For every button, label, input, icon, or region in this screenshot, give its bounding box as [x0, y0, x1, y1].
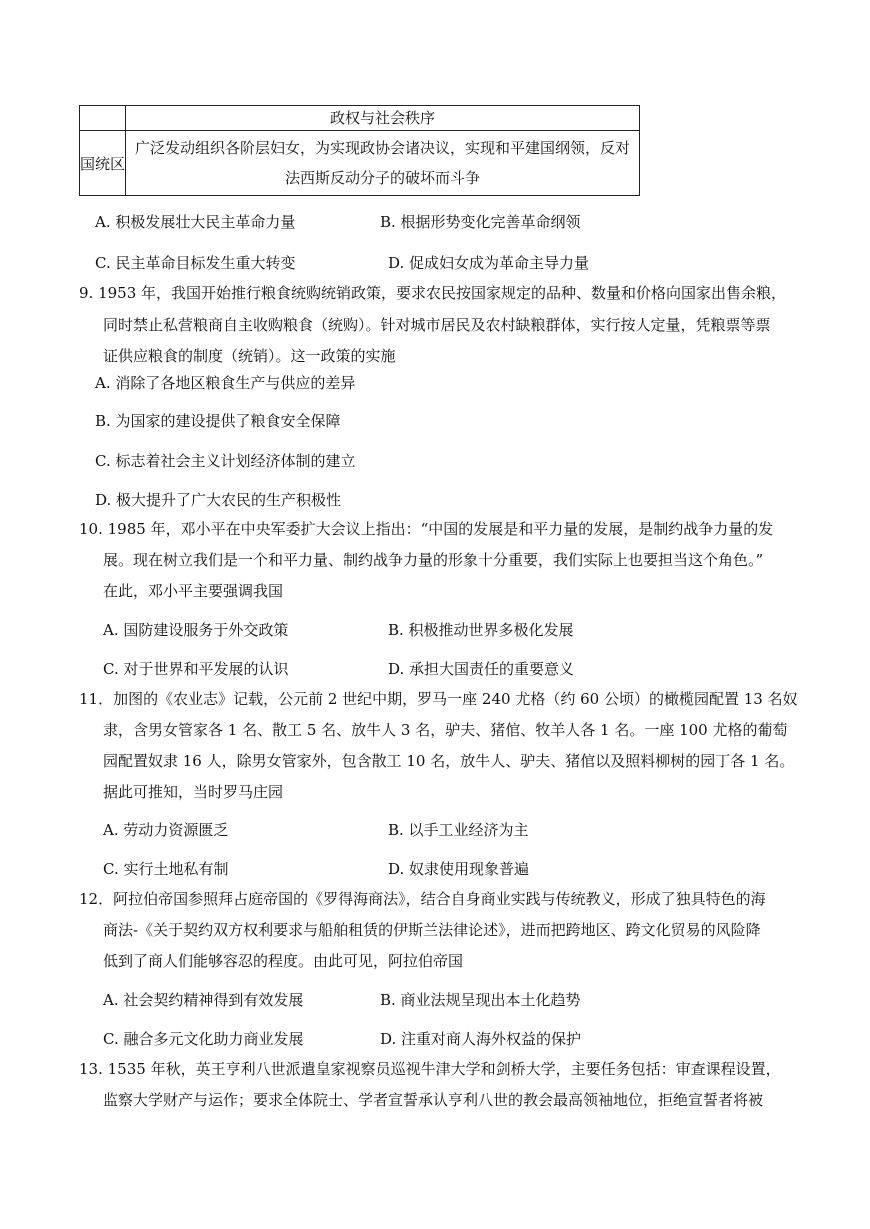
- q13-stem-line: 13. 1535 年秋，英王亨利八世派遣皇家视察员巡视牛津大学和剑桥大学，主要任务包括：审查课程设置，: [79, 1060, 781, 1078]
- q11-stem-line: 园配置奴隶 16 人，除男女管家外，包含散工 10 名，放牛人、驴夫、猪倌以及照料柳树的园丁各 1 名。: [103, 752, 795, 770]
- table-row-line: 广泛发动组织各阶层妇女，为实现政协会诸决议，实现和平建国纲领，反对: [134, 139, 630, 157]
- q9-option-b: B. 为国家的建设提供了粮食安全保障: [95, 412, 341, 430]
- q10-option-b: B. 积极推动世界多极化发展: [388, 621, 574, 639]
- q10-stem-line: 10. 1985 年，邓小平在中央军委扩大会议上指出：“中国的发展是和平力量的发展，是制约战争力量的发: [79, 520, 774, 538]
- table-corner-cell: [80, 106, 126, 131]
- q11-option-c: C. 实行土地私有制: [103, 860, 229, 878]
- q11-option-a: A. 劳动力资源匮乏: [103, 821, 229, 839]
- table-row-content: [126, 131, 640, 196]
- q11-option-d: D. 奴隶使用现象普遍: [388, 860, 530, 878]
- q12-option-d: D. 注重对商人海外权益的保护: [380, 1030, 582, 1048]
- q10-stem-line: 在此，邓小平主要强调我国: [103, 582, 284, 600]
- q9-option-a: A. 消除了各地区粮食生产与供应的差异: [95, 374, 356, 392]
- q12-stem-line: 商法-《关于契约双方权利要求与船舶租赁的伊斯兰法律论述》，进而把跨地区、跨文化贸易的风险降: [103, 921, 761, 939]
- q9-stem-line: 同时禁止私营粮商自主收购粮食（统购）。针对城市居民及农村缺粮群体，实行按人定量，凭粮票等票: [103, 316, 771, 334]
- table-row-line: 法西斯反动分子的破坏而斗争: [284, 169, 480, 187]
- q12-stem-line: 12．阿拉伯帝国参照拜占庭帝国的《罗得海商法》，结合自身商业实践与传统教义，形成了独具特色的海: [79, 890, 766, 908]
- q11-stem-line: 隶，含男女管家各 1 名、散工 5 名、放牛人 3 名，驴夫、猪倌、牧羊人各 1 名。一座 100 尤格的葡萄: [103, 721, 788, 739]
- q9-option-d: D. 极大提升了广大农民的生产积极性: [95, 491, 342, 509]
- q8-option-d: D. 促成妇女成为革命主导力量: [388, 254, 590, 272]
- q12-option-c: C. 融合多元文化助力商业发展: [103, 1030, 304, 1048]
- q11-option-b: B. 以手工业经济为主: [388, 821, 529, 839]
- q11-stem-line: 据此可推知，当时罗马庄园: [103, 783, 284, 801]
- table-row-label: 国统区: [80, 131, 126, 196]
- q8-option-b: B. 根据形势变化完善革命纲领: [380, 213, 581, 231]
- q12-stem-line: 低到了商人们能够容忍的程度。由此可见，阿拉伯帝国: [103, 952, 464, 970]
- q12-option-a: A. 社会契约精神得到有效发展: [103, 991, 304, 1009]
- q13-stem-line: 监察大学财产与运作；要求全体院士、学者宣誓承认亨利八世的教会最高领袖地位，拒绝宣誓者将被: [103, 1091, 764, 1109]
- q9-stem-line: 证供应粮食的制度（统销）。这一政策的实施: [103, 347, 396, 365]
- q9-stem-line: 9. 1953 年，我国开始推行粮食统购统销政策，要求农民按国家规定的品种、数量和价格向国家出售余粮，: [79, 284, 787, 302]
- q10-option-a: A. 国防建设服务于外交政策: [103, 621, 289, 639]
- q8-option-a: A. 积极发展壮大民主革命力量: [95, 213, 296, 231]
- q11-stem-line: 11．加图的《农业志》记载，公元前 2 世纪中期，罗马一座 240 尤格（约 60 公顷）的橄榄园配置 13 名奴: [79, 690, 798, 708]
- q10-option-c: C. 对于世界和平发展的认识: [103, 660, 289, 678]
- q8-option-c: C. 民主革命目标发生重大转变: [95, 254, 296, 272]
- q10-option-d: D. 承担大国责任的重要意义: [388, 660, 575, 678]
- policy-table: [79, 105, 640, 196]
- q10-stem-line: 展。现在树立我们是一个和平力量、制约战争力量的形象十分重要，我们实际上也要担当这个角色。”: [103, 551, 764, 569]
- q12-option-b: B. 商业法规呈现出本土化趋势: [380, 991, 581, 1009]
- table-header: 政权与社会秩序: [126, 106, 640, 131]
- q9-option-c: C. 标志着社会主义计划经济体制的建立: [95, 452, 356, 470]
